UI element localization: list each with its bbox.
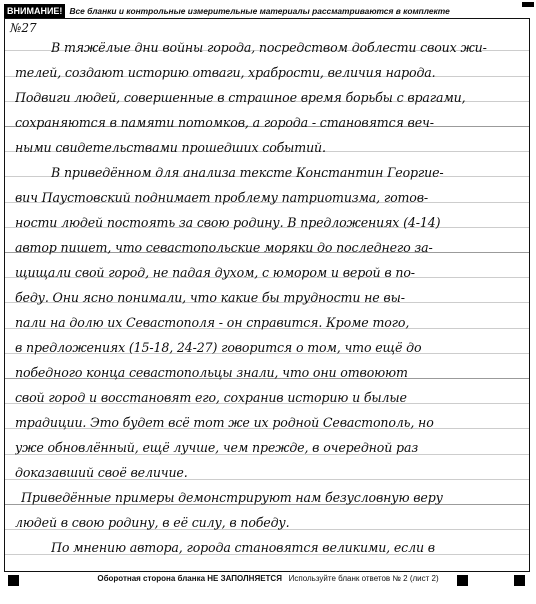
answer-sheet — [4, 18, 530, 572]
essay-line: щищали свой город, не падая духом, с юмором и верой в по- — [15, 265, 415, 280]
essay-line: доказавший своё величие. — [15, 465, 188, 480]
essay-line: В приведённом для анализа тексте Константин Георгие- — [51, 165, 444, 180]
essay-line: автор пишет, что севастопольские моряки до последнего за- — [15, 240, 433, 255]
footer-notice: Оборотная сторона бланка НЕ ЗАПОЛНЯЕТСЯ — [97, 574, 282, 583]
warning-label: ВНИМАНИЕ! — [4, 4, 65, 18]
essay-line: По мнению автора, города становятся великими, если в — [51, 540, 435, 555]
essay-line: телей, создают историю отваги, храбрости, величия народа. — [15, 65, 436, 80]
essay-line: пали на долю их Севастополя - он справится. Кроме того, — [15, 315, 410, 330]
essay-line: в предложениях (15-18, 24-27) говорится о том, что ещё до — [15, 340, 422, 355]
essay-line: свой город и восстановят его, сохранив историю и былые — [15, 390, 407, 405]
essay-line: ными свидетельствами прошедших событий. — [15, 140, 326, 155]
header-notice: Все бланки и контрольные измерительные материалы рассматриваются в комплекте — [69, 6, 450, 16]
essay-line: уже обновлённый, ещё лучше, чем прежде, в очередной раз — [15, 440, 419, 455]
essay-line: ности людей постоять за свою родину. В предложениях (4-14) — [15, 215, 441, 230]
task-number: №27 — [10, 21, 37, 35]
essay-line: Подвиги людей, совершенные в страшное время борьбы с врагами, — [15, 90, 466, 105]
essay-line: В тяжёлые дни войны города, посредством доблести своих жи- — [51, 40, 487, 55]
essay-line: победного конца севастопольцы знали, что они отвоюют — [15, 365, 408, 380]
essay-line: традиции. Это будет всё тот же их родной Севастополь, но — [15, 415, 434, 430]
essay-line: сохраняются в памяти потомков, а города - становятся веч- — [15, 115, 434, 130]
essay-line: вич Паустовский поднимает проблему патриотизма, готов- — [15, 190, 429, 205]
essay-line: беду. Они ясно понимали, что какие бы трудности не вы- — [15, 290, 405, 305]
essay-line: Приведённые примеры демонстрируют нам безусловную веру — [21, 490, 443, 505]
footer-instruction: Используйте бланк ответов № 2 (лист 2) — [288, 574, 439, 583]
essay-line: людей в свою родину, в её силу, в победу. — [15, 515, 290, 530]
form-footer — [0, 574, 536, 588]
form-header — [4, 4, 530, 18]
